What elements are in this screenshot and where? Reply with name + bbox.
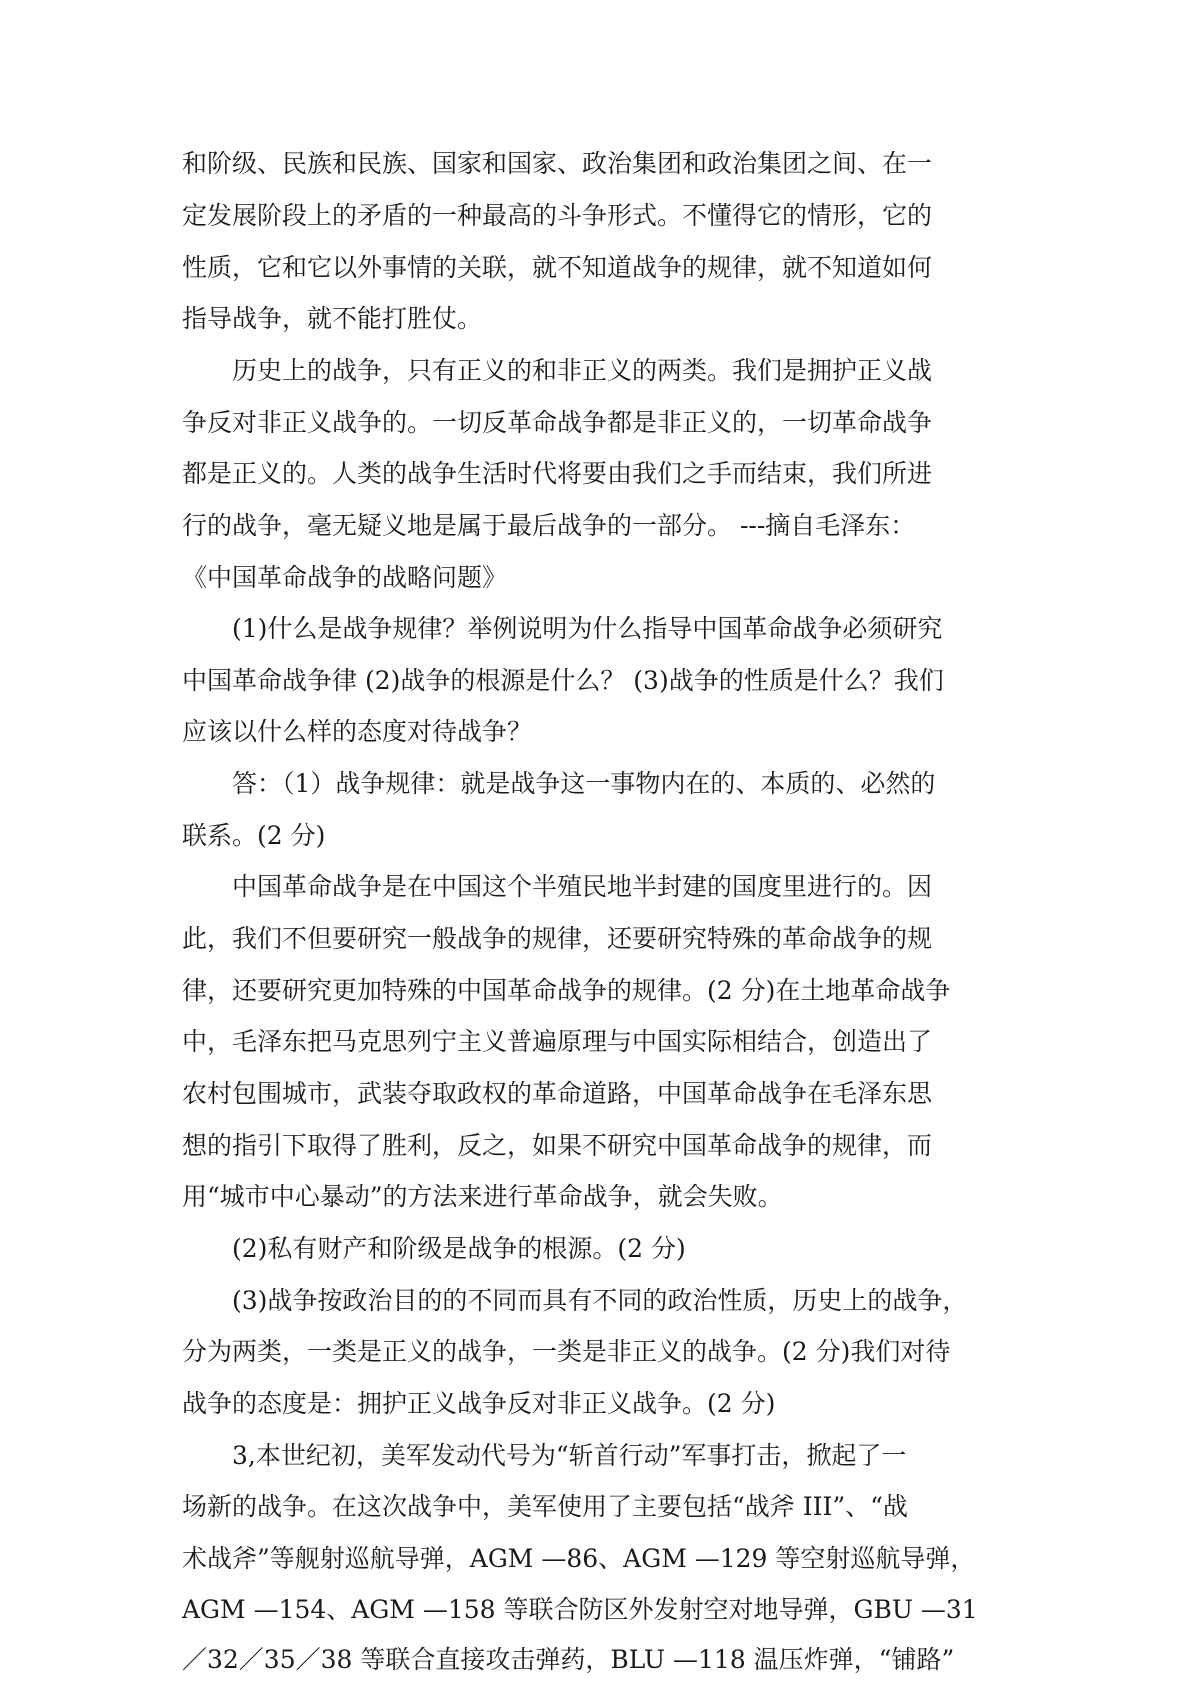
text-line: 都是正义的。人类的战争生活时代将要由我们之手而结束，我们所进 [182, 459, 933, 488]
text-line: 答：（1）战争规律：就是战争这一事物内在的、本质的、必然的 [232, 769, 936, 798]
text-line: 分为两类，一类是正义的战争，一类是非正义的战争。(2 分)我们对待 [182, 1337, 951, 1366]
text-line: 中，毛泽东把马克思列宁主义普遍原理与中国实际相结合，创造出了 [182, 1027, 933, 1056]
text-line: 用“城市中心暴动”的方法来进行革命战争，就会失败。 [182, 1182, 783, 1211]
text-line: 中国革命战争是在中国这个半殖民地半封建的国度里进行的。因 [232, 872, 933, 901]
text-line: (2)私有财产和阶级是战争的根源。(2 分) [232, 1234, 686, 1263]
text-line: 应该以什么样的态度对待战争？ [182, 717, 533, 746]
text-line: 此，我们不但要研究一般战争的规律，还要研究特殊的革命战争的规 [182, 924, 933, 953]
text-line: 行的战争，毫无疑义地是属于最后战争的一部分。 ---摘自毛泽东： [182, 511, 916, 540]
text-line: 想的指引下取得了胜利，反之，如果不研究中国革命战争的规律，而 [182, 1131, 933, 1160]
text-line: 战争的态度是：拥护正义战争反对非正义战争。(2 分) [182, 1389, 776, 1418]
text-line: 定发展阶段上的矛盾的一种最高的斗争形式。不懂得它的情形，它的 [182, 201, 933, 230]
text-line: 联系。(2 分) [182, 821, 326, 850]
text-line: (1)什么是战争规律？举例说明为什么指导中国革命战争必须研究 [232, 614, 943, 643]
text-line: AGM —154、AGM —158 等联合防区外发射空对地导弹，GBU —31 [182, 1595, 978, 1624]
text-line: 《中国革命战争的战略问题》 [182, 563, 508, 592]
text-line: 术战斧”等舰射巡航导弹，AGM —86、AGM —129 等空射巡航导弹， [182, 1544, 976, 1573]
text-line: (3)战争按政治目的的不同而具有不同的政治性质，历史上的战争， [232, 1286, 968, 1315]
text-line: 农村包围城市，武装夺取政权的革命道路，中国革命战争在毛泽东思 [182, 1079, 933, 1108]
text-line: 场新的战争。在这次战争中，美军使用了主要包括“战斧 III”、“战 [182, 1492, 908, 1521]
text-line: 指导战争，就不能打胜仗。 [182, 304, 483, 333]
text-line: 性质，它和它以外事情的关联，就不知道战争的规律，就不知道如何 [182, 253, 933, 282]
text-line: 中国革命战争律 (2)战争的根源是什么？ (3)战争的性质是什么？我们 [182, 666, 944, 695]
text-line: 历史上的战争，只有正义的和非正义的两类。我们是拥护正义战 [232, 356, 933, 385]
text-line: 律，还要研究更加特殊的中国革命战争的规律。(2 分)在土地革命战争 [182, 976, 951, 1005]
text-line: ／32／35／38 等联合直接攻击弹药，BLU —118 温压炸弹，“铺路” [182, 1645, 955, 1674]
text-line: 争反对非正义战争的。一切反革命战争都是非正义的，一切革命战争 [182, 408, 933, 437]
text-line: 3,本世纪初，美军发动代号为“斩首行动”军事打击，掀起了一 [232, 1441, 907, 1470]
text-line: 和阶级、民族和民族、国家和国家、政治集团和政治集团之间、在一 [182, 149, 933, 178]
